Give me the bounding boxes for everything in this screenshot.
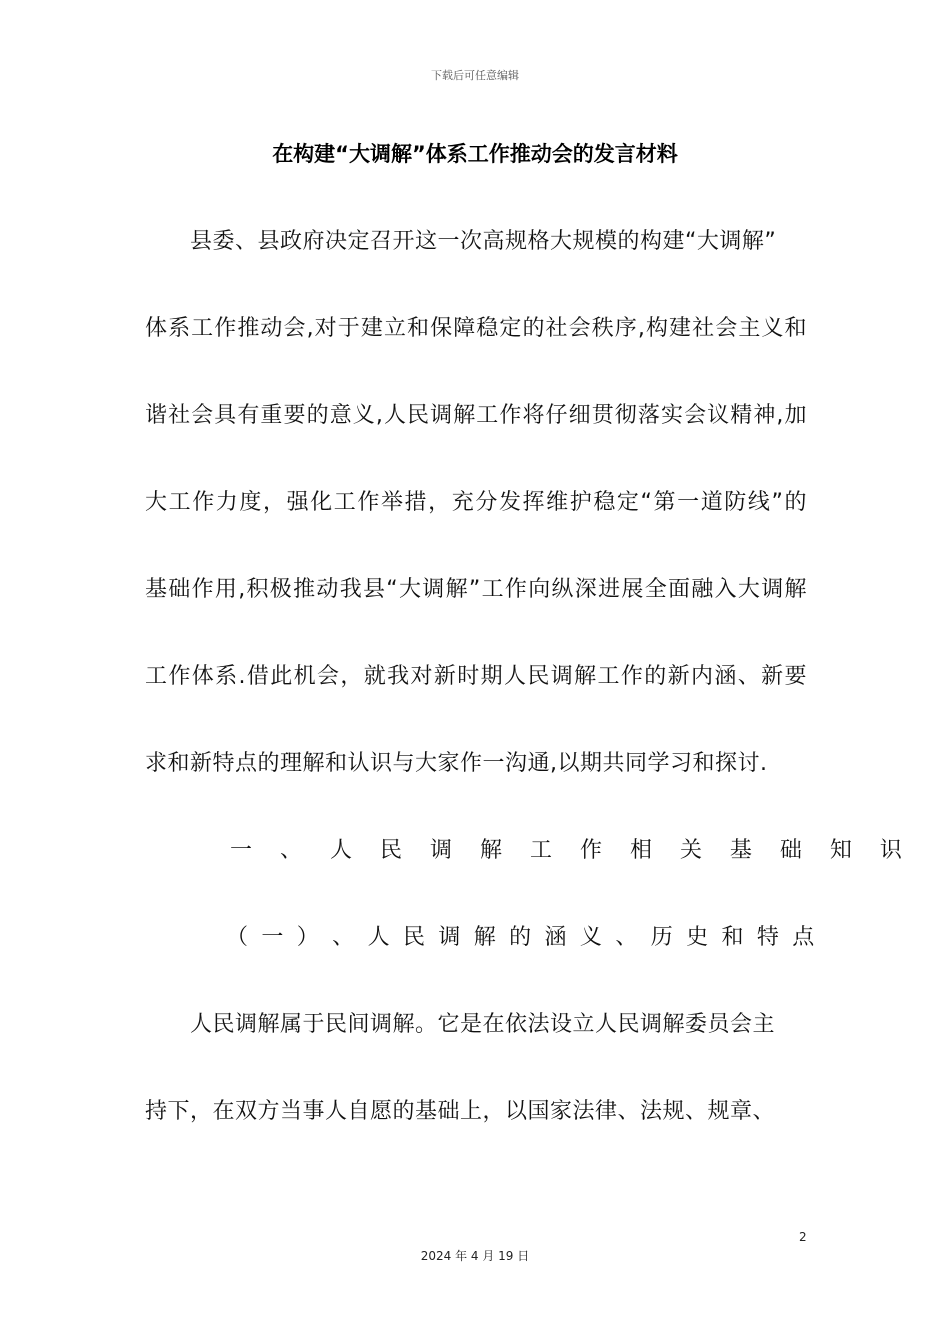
paragraph-line: 基础作用,积极推动我县“大调解”工作向纵深进展全面融入大调解 bbox=[145, 577, 807, 602]
footer-date: 2024 年 4 月 19 日 bbox=[420, 1249, 530, 1263]
section-heading: 一 、 人 民 调 解 工 作 相 关 基 础 知 识 bbox=[230, 838, 913, 863]
paragraph-line: 求和新特点的理解和认识与大家作一沟通,以期共同学习和探讨. bbox=[145, 751, 768, 776]
document-title: 在构建“大调解”体系工作推动会的发言材料 bbox=[272, 142, 678, 166]
paragraph-line: 持下，在双方当事人自愿的基础上，以国家法律、法规、规章、 bbox=[145, 1099, 776, 1124]
page-number: 2 bbox=[799, 1230, 807, 1244]
paragraph-line: 谐社会具有重要的意义,人民调解工作将仔细贯彻落实会议精神,加 bbox=[145, 403, 807, 428]
paragraph-line: 县委、县政府决定召开这一次高规格大规模的构建“大调解” bbox=[190, 229, 777, 254]
page-header: 下载后可任意编辑 bbox=[431, 69, 519, 82]
paragraph-line: 体系工作推动会,对于建立和保障稳定的社会秩序,构建社会主义和 bbox=[145, 316, 807, 341]
paragraph-line: 人民调解属于民间调解。它是在依法设立人民调解委员会主 bbox=[190, 1012, 776, 1037]
paragraph-line: 大工作力度，强化工作举措，充分发挥维护稳定“第一道防线”的 bbox=[145, 490, 807, 515]
subsection-heading: （ 一 ） 、 人 民 调 解 的 涵 义 、 历 史 和 特 点 bbox=[226, 925, 818, 950]
paragraph-line: 工作体系.借此机会，就我对新时期人民调解工作的新内涵、新要 bbox=[145, 664, 807, 689]
